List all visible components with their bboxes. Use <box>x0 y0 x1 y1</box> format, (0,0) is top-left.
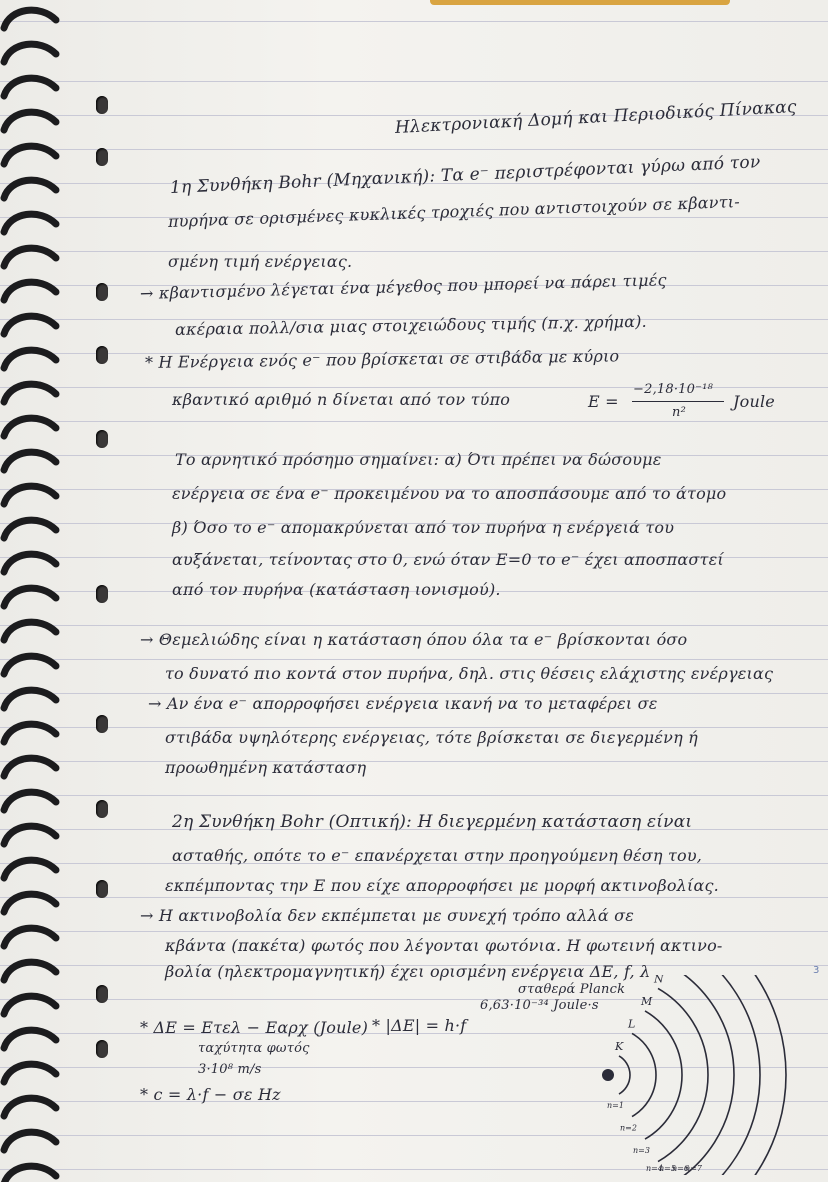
spiral-coil <box>4 758 56 776</box>
bohr-shells-diagram <box>580 975 820 1175</box>
text-line: από τον πυρήνα (κατάσταση ιονισμού). <box>172 580 501 599</box>
spiral-coil <box>4 588 56 606</box>
punch-hole <box>96 800 108 818</box>
text-line: * Η Ενέργεια ενός e⁻ που βρίσκεται σε στιβάδα με κύριο <box>144 346 620 372</box>
shell-n-label: n=3 <box>633 1146 650 1156</box>
spiral-coil <box>4 894 56 912</box>
spiral-coil <box>4 350 56 368</box>
light-speed-value: 3·10⁸ m/s <box>198 1062 262 1077</box>
text-line: κβάντα (πακέτα) φωτός που λέγονται φωτόνια. Η φωτεινή ακτινο- <box>165 936 723 955</box>
text-line: πυρήνα σε ορισμένες κυκλικές τροχιές που αντιστοιχούν σε κβαντι- <box>167 192 741 231</box>
shell-n-label: n=7 <box>685 1164 702 1173</box>
spiral-coil <box>4 486 56 504</box>
punch-hole <box>96 346 108 364</box>
shell-arc <box>645 1011 682 1139</box>
shell-arc <box>684 975 760 1175</box>
punch-hole <box>96 148 108 166</box>
text-line: 2η Συνθήκη Bohr (Οπτική): Η διεγερμένη κατάσταση είναι <box>172 812 693 832</box>
text-line: εκπέμποντας την E που είχε απορροφήσει με μορφή ακτινοβολίας. <box>165 876 719 895</box>
text-line: σμένη τιμή ενέργειας. <box>168 252 353 271</box>
spiral-coil <box>4 1098 56 1116</box>
spiral-coil <box>4 554 56 572</box>
spiral-coil <box>4 520 56 538</box>
text-line: προωθημένη κατάσταση <box>165 758 367 777</box>
shell-arc <box>619 1056 630 1094</box>
shell-letter: N <box>654 975 664 986</box>
margin-mark: 3 <box>813 965 820 976</box>
spiral-coil <box>4 112 56 130</box>
text-line: το δυνατό πιο κοντά στον πυρήνα, δηλ. στις θέσεις ελάχιστης ενέργειας <box>165 664 774 683</box>
spiral-coil <box>4 418 56 436</box>
punch-hole <box>96 715 108 733</box>
shell-letter: K <box>615 1039 624 1053</box>
punch-hole <box>96 880 108 898</box>
text-line: → Αν ένα e⁻ απορροφήσει ενέργεια ικανή να το μεταφέρει σε <box>148 694 658 713</box>
spiral-coil <box>4 180 56 198</box>
punch-hole <box>96 430 108 448</box>
shell-n-label: n=6 <box>672 1164 689 1173</box>
spiral-coil <box>4 282 56 300</box>
spiral-coil <box>4 1132 56 1150</box>
text-line: → Η ακτινοβολία δεν εκπέμπεται με συνεχή τρόπο αλλά σε <box>140 906 635 925</box>
planck-value: 6,63·10⁻³⁴ Joule·s <box>480 998 599 1013</box>
punch-hole <box>96 96 108 114</box>
shell-n-label: n=1 <box>607 1101 624 1111</box>
spiral-coil <box>4 384 56 402</box>
shell-arc <box>697 975 786 1175</box>
shell-n-label: n=5 <box>659 1164 676 1173</box>
shell-letter: M <box>641 994 653 1008</box>
planck-label: σταθερά Planck <box>518 982 626 997</box>
formula-denominator: n² <box>672 405 686 420</box>
spiral-coil <box>4 452 56 470</box>
spiral-coil <box>4 146 56 164</box>
spiral-coil <box>4 690 56 708</box>
light-speed-label: ταχύτητα φωτός <box>198 1041 310 1056</box>
text-line: β) Όσο το e⁻ απομακρύνεται από τον πυρήνα η ενέργειά του <box>172 518 675 537</box>
formula-delta-e: * ΔE = Eτελ − Eαρχ (Joule) <box>140 1018 369 1037</box>
text-line: → κβαντισμένο λέγεται ένα μέγεθος που μπορεί να πάρει τιμές <box>139 270 667 303</box>
text-line: στιβάδα υψηλότερης ενέργειας, τότε βρίσκεται σε διεγερμένη ή <box>165 728 698 747</box>
spiral-coil <box>4 656 56 674</box>
spiral-coil <box>4 622 56 640</box>
spiral-coil <box>4 316 56 334</box>
spiral-binding <box>0 0 60 1182</box>
text-line: Το αρνητικό πρόσημο σημαίνει: α) Ότι πρέπει να δώσουμε <box>175 450 662 469</box>
shell-n-label: n=4 <box>646 1164 663 1173</box>
page-title: Ηλεκτρονιακή Δομή και Περιοδικός Πίνακας <box>394 96 798 138</box>
text-line: βολία (ηλεκτρομαγνητική) έχει ορισμένη ενέργεια ΔE, f, λ <box>165 962 651 981</box>
text-line: ακέραια πολλ/σια μιας στοιχειώδους τιμής (π.χ. χρήμα). <box>174 311 648 339</box>
spiral-coil <box>4 1166 56 1182</box>
punch-hole <box>96 585 108 603</box>
spiral-coil <box>4 962 56 980</box>
spiral-coil <box>4 1064 56 1082</box>
shell-arc <box>632 1033 656 1116</box>
page-edge-tab <box>430 0 730 5</box>
shell-letter: L <box>628 1017 636 1031</box>
formula-c: * c = λ·f − σε Hz <box>140 1085 281 1104</box>
text-line: ασταθής, οπότε το e⁻ επανέρχεται στην προηγούμενη θέση του, <box>172 846 703 865</box>
spiral-coil <box>4 78 56 96</box>
formula-unit: Joule <box>733 392 775 411</box>
formula-numerator: −2,18·10⁻¹⁸ <box>633 382 713 397</box>
punch-hole <box>96 1040 108 1058</box>
fraction-bar <box>632 401 724 402</box>
spiral-coil <box>4 214 56 232</box>
shell-n-label: n=2 <box>620 1123 637 1133</box>
spiral-coil <box>4 44 56 62</box>
spiral-coil <box>4 996 56 1014</box>
spiral-coil <box>4 1030 56 1048</box>
text-line: → Θεμελιώδης είναι η κατάσταση όπου όλα τα e⁻ βρίσκονται όσο <box>140 630 688 649</box>
text-line: ενέργεια σε ένα e⁻ προκειμένου να το αποσπάσουμε από το άτομο <box>172 484 727 503</box>
punch-hole <box>96 283 108 301</box>
spiral-coil <box>4 10 56 28</box>
nucleus <box>602 1069 614 1081</box>
spiral-coil <box>4 928 56 946</box>
text-line: 1η Συνθήκη Bohr (Μηχανική): Τα e⁻ περιστρέφονται γύρω από τον <box>169 152 761 198</box>
text-line: αυξάνεται, τείνοντας στο 0, ενώ όταν E=0 το e⁻ έχει αποσπαστεί <box>172 550 724 569</box>
spiral-coil <box>4 826 56 844</box>
formula-lhs: E = <box>588 392 619 411</box>
spiral-coil <box>4 860 56 878</box>
formula-hf: * |ΔE| = h·f <box>372 1016 467 1035</box>
spiral-coil <box>4 792 56 810</box>
punch-hole <box>96 985 108 1003</box>
spiral-coil <box>4 248 56 266</box>
spiral-coil <box>4 724 56 742</box>
text-line: κβαντικό αριθμό n δίνεται από τον τύπο <box>172 390 511 409</box>
shell-arc <box>658 988 708 1161</box>
